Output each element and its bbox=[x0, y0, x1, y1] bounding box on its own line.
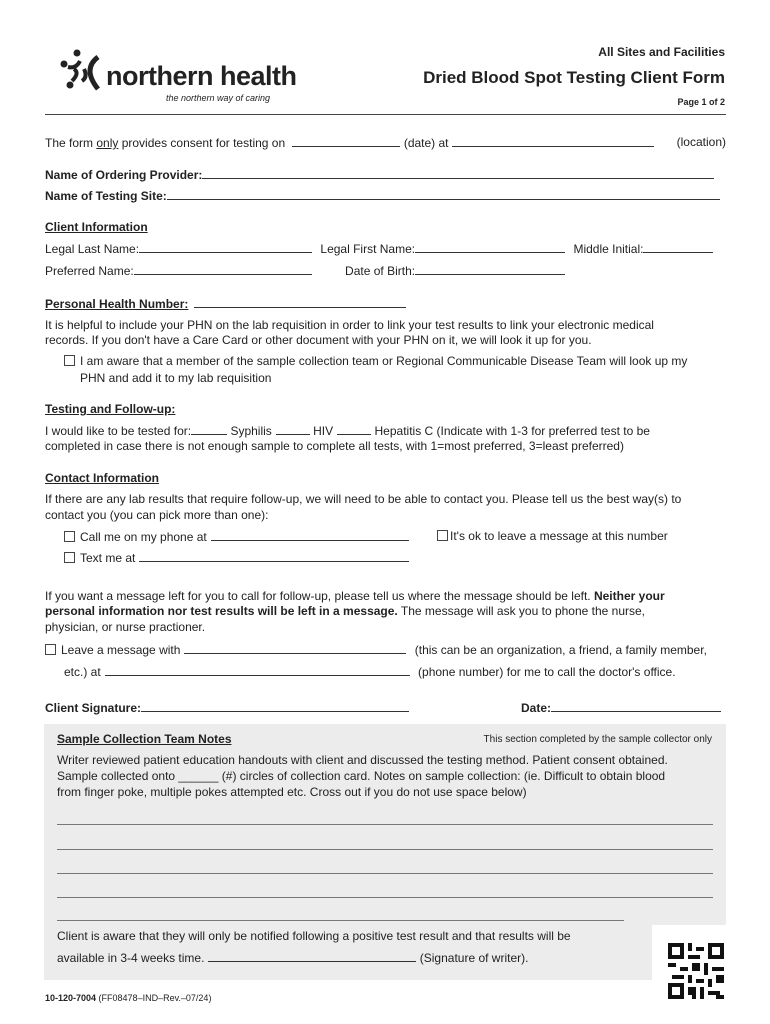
notes-line[interactable] bbox=[57, 824, 713, 825]
signature-date-field[interactable] bbox=[551, 700, 721, 712]
call-phone-field[interactable] bbox=[211, 529, 409, 541]
phn-row: Personal Health Number: bbox=[45, 296, 406, 311]
form-title: Dried Blood Spot Testing Client Form bbox=[423, 68, 725, 87]
contact-heading: Contact Information bbox=[45, 471, 159, 485]
phn-text-1: It is helpful to include your PHN on the lab requisition in order to link your test results to link your electronic medical bbox=[45, 318, 654, 332]
text-phone-field[interactable] bbox=[139, 550, 409, 562]
form-number: 10-120-7004 (FF08478–IND–Rev.–07/24) bbox=[45, 993, 212, 1003]
testing-site-row: Name of Testing Site: bbox=[45, 188, 720, 203]
middle-initial-field[interactable] bbox=[643, 241, 713, 253]
page-number: Page 1 of 2 bbox=[677, 97, 725, 107]
call-checkbox[interactable] bbox=[64, 531, 75, 542]
qr-code-icon bbox=[668, 943, 724, 999]
consent-location-field[interactable] bbox=[452, 135, 654, 147]
preferred-dob-row: Preferred Name: Date of Birth: bbox=[45, 263, 565, 278]
consent-line: The form only provides consent for testing on (date) at (location) bbox=[45, 135, 726, 150]
phn-text-2: records. If you don't have a Care Card or other document with your PHN on it, we will look it up for you. bbox=[45, 333, 592, 347]
preferred-name-field[interactable] bbox=[134, 263, 312, 275]
leave-message-checkbox[interactable] bbox=[45, 644, 56, 655]
phn-field[interactable] bbox=[194, 296, 406, 308]
testing-text-2: completed in case there is not enough sample to complete all tests, with 1=most preferred, 3=least preferred) bbox=[45, 439, 624, 453]
notes-line[interactable] bbox=[57, 920, 624, 921]
sites-label: All Sites and Facilities bbox=[598, 45, 725, 59]
last-name-field[interactable] bbox=[139, 241, 312, 253]
ok-message-row: It's ok to leave a message at this number bbox=[437, 529, 668, 543]
leave-message-field[interactable] bbox=[184, 642, 406, 654]
client-info-heading: Client Information bbox=[45, 220, 148, 234]
phn-consent-row: I am aware that a member of the sample collection team or Regional Communicable Disease Team will look up my bbox=[64, 354, 687, 368]
hiv-rank-field[interactable] bbox=[276, 423, 310, 435]
aware-text-1: Client is aware that they will only be notified following a positive test result and that results will be bbox=[57, 929, 571, 943]
logo-text: northern health bbox=[106, 61, 297, 91]
qr-code-panel bbox=[652, 925, 726, 1007]
contact-text-1: If there are any lab results that require follow-up, we will need to be able to contact you. Please tell us the best way(s) to bbox=[45, 492, 682, 506]
ordering-provider-row: Name of Ordering Provider: bbox=[45, 167, 714, 182]
logo bbox=[58, 47, 298, 102]
signature-date-row: Date: bbox=[521, 700, 721, 715]
notes-line[interactable] bbox=[57, 873, 713, 874]
leave-message-row: Leave a message with (this can be an organization, a friend, a family member, bbox=[45, 642, 707, 657]
message-text-2: personal information nor test results will be left in a message. The message will ask you to phone the nurse, bbox=[45, 604, 646, 618]
notes-line[interactable] bbox=[57, 849, 713, 850]
testing-row: I would like to be tested for: Syphilis HIV Hepatitis C (Indicate with 1-3 for preferred test to be bbox=[45, 424, 650, 438]
contact-text-2: contact you (you can pick more than one): bbox=[45, 508, 269, 522]
client-signature-row: Client Signature: bbox=[45, 700, 409, 715]
etc-row: etc.) at (phone number) for me to call the doctor's office. bbox=[64, 665, 676, 679]
call-row: Call me on my phone at bbox=[64, 529, 409, 544]
aware-row-2: available in 3-4 weeks time. (Signature of writer). bbox=[57, 951, 529, 965]
message-text-1: If you want a message left for you to call for follow-up, please tell us where the message should be left. Neither your bbox=[45, 589, 665, 603]
consent-date-field[interactable] bbox=[292, 135, 400, 147]
text-checkbox[interactable] bbox=[64, 552, 75, 563]
notes-text-2: Sample collected onto ______ (#) circles of collection card. Notes on sample collection: (ie. Difficult to obtain blood bbox=[57, 769, 666, 783]
ok-message-checkbox[interactable] bbox=[437, 530, 448, 541]
message-text-3: physician, or nurse practioner. bbox=[45, 620, 206, 634]
header-rule bbox=[45, 114, 726, 115]
leave-message-phone-field[interactable] bbox=[105, 664, 410, 676]
writer-signature-field[interactable] bbox=[208, 950, 416, 962]
logo-tagline: the northern way of caring bbox=[166, 93, 271, 103]
collector-only-note: This section completed by the sample collector only bbox=[483, 734, 712, 745]
northern-health-logo-icon bbox=[58, 47, 106, 95]
testing-site-field[interactable] bbox=[167, 188, 720, 200]
dob-field[interactable] bbox=[415, 263, 565, 275]
name-row: Legal Last Name: Legal First Name: Middle Initial: bbox=[45, 241, 713, 256]
phn-lookup-checkbox[interactable] bbox=[64, 355, 75, 366]
ordering-provider-field[interactable] bbox=[202, 167, 714, 179]
phn-consent-row-2: PHN and add it to my lab requisition bbox=[80, 371, 272, 385]
notes-heading: Sample Collection Team Notes bbox=[57, 732, 232, 746]
testing-heading: Testing and Follow-up: bbox=[45, 402, 176, 416]
notes-text-3: from finger poke, multiple pokes attempted etc. Cross out if you do not use space below) bbox=[57, 785, 527, 799]
first-name-field[interactable] bbox=[415, 241, 565, 253]
hepc-rank-field[interactable] bbox=[337, 423, 371, 435]
client-signature-field[interactable] bbox=[141, 700, 409, 712]
notes-text-1: Writer reviewed patient education handouts with client and discussed the testing method. Patient consent obtained. bbox=[57, 753, 668, 767]
notes-line[interactable] bbox=[57, 897, 713, 898]
text-row: Text me at bbox=[64, 550, 409, 565]
syphilis-rank-field[interactable] bbox=[191, 423, 227, 435]
